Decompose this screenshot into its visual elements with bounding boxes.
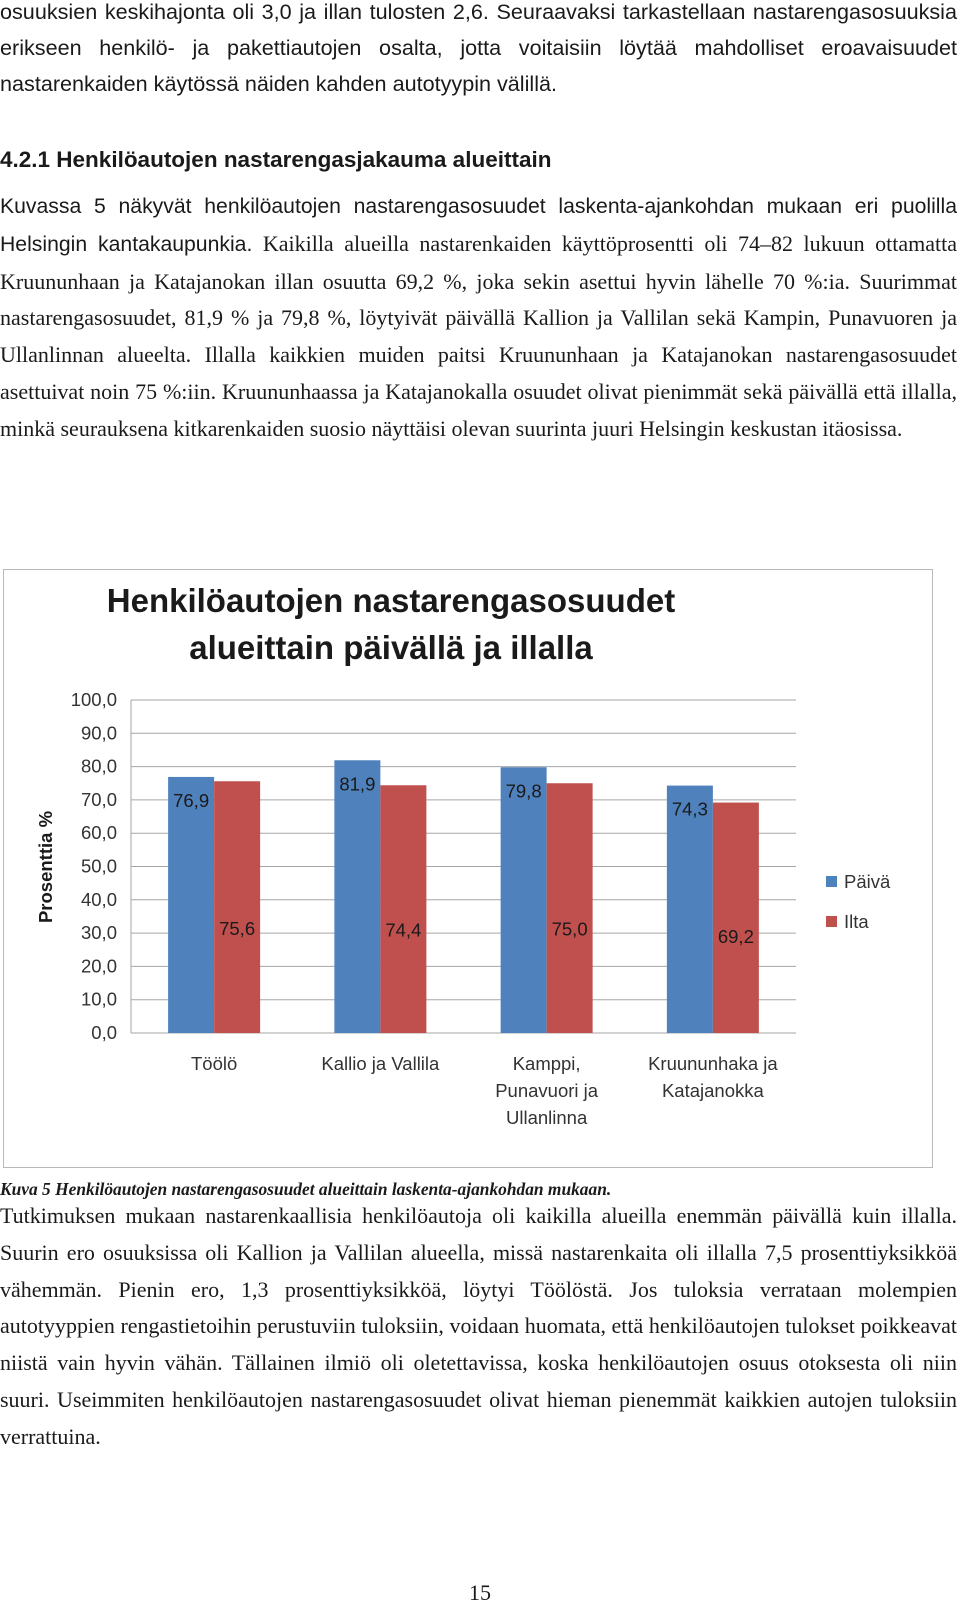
category-label: Ullanlinna [506,1107,588,1128]
y-tick-label: 90,0 [80,722,117,744]
y-tick-label: 100,0 [70,689,117,710]
body-paragraph-1 [0,188,957,448]
intro-paragraph: osuuksien keskihajonta oli 3,0 ja illan tulosten 2,6. Seuraavaksi tarkastellaan nastarengasosuuksia erikseen henkilö- ja pakettiautojen osalta, jotta voitaisiin löytää mahdolliset eroavaisuudet nastarenkaiden käytössä näiden kahden autotyypin välillä. [0,0,957,96]
data-label: 74,4 [385,919,422,941]
legend-swatch [826,916,837,927]
bar-evening [713,803,759,1033]
y-tick-label: 20,0 [80,955,117,977]
data-label: 79,8 [505,780,542,802]
y-tick-label: 40,0 [80,888,117,910]
y-tick-label: 30,0 [80,922,117,944]
category-label: Kruununhaka ja [648,1053,778,1074]
category-label: Punavuori ja [495,1080,599,1101]
legend-swatch [826,876,837,887]
bar-evening [547,783,593,1033]
category-label: Katajanokka [661,1080,764,1101]
section-heading: 4.2.1 Henkilöautojen nastarengasjakauma alueittain [0,147,552,172]
page-number: 15 [469,1580,491,1605]
bar-chart [4,570,934,1169]
data-label: 69,2 [717,926,754,948]
category-label: Kamppi, [512,1053,581,1074]
body-paragraph-1-part-2: Kaikilla alueilla nastarenkaiden käyttöprosentti oli 74–82 lukuun ottamatta Kruununhaan ja Katajanokan illan osuutta 69,2 %, joka sekin asettui hyvin lähelle 70 %:ia. Suurimmat nastarengasosuudet, 81,9 % ja 79,8 %, löytyivät päivällä Kallion ja Vallilan sekä Kampin, Punavuoren ja Ullanlinnan alueelta. Illalla kaikkien muiden paitsi Kruununhaan ja Katajanokan nastarengasosuudet asettuivat noin 75 %:iin. Kruununhaassa ja Katajanokalla osuudet olivat pienimmät sekä päivällä että illalla, minkä seurauksena kitkarenkaiden suosio näyttäisi olevan suurinta juuri Helsingin keskustan itäosissa. [0,230,957,441]
y-axis-title: Prosenttia % [35,810,56,924]
data-label: 81,9 [339,773,376,795]
data-label: 75,0 [551,918,588,940]
y-tick-label: 10,0 [80,988,117,1010]
chart-title-line: alueittain päivällä ja illalla [189,629,593,666]
y-tick-label: 60,0 [80,822,117,844]
bar-day [501,767,547,1033]
legend-label: Ilta [844,911,869,932]
body-paragraph-2: Tutkimuksen mukaan nastarenkaallisia henkilöautoja oli kaikilla alueilla enemmän päivällä kuin illalla. Suurin ero osuuksissa oli Kallion ja Vallilan alueella, missä nastarenkaita oli illalla 7,5 prosenttiyksikköä vähemmän. Pienin ero, 1,3 prosenttiyksikköä, löytyi Töölöstä. Jos tuloksia verrataan molempien autotyyppien rengastietoihin perustuviin tuloksiin, voidaan huomata, että henkilöautojen tulokset poikkeavat niistä vain hyvin vähän. Tällainen ilmiö oli oletettavissa, koska henkilöautojen osuus otoksesta oli niin suuri. Useimmiten henkilöautojen nastarengasosuudet olivat hieman pienemmät kaikkien autojen tuloksiin verrattuina. [0,1203,957,1449]
y-tick-label: 80,0 [80,755,117,777]
data-label: 76,9 [173,789,210,811]
chart-frame [3,569,933,1168]
category-label: Töölö [190,1053,238,1074]
data-label: 75,6 [219,917,256,939]
bar-day [334,760,380,1033]
category-label: Kallio ja Vallila [321,1053,440,1074]
y-tick-label: 70,0 [80,788,117,810]
chart-title-line: Henkilöautojen nastarengasosuudet [106,582,676,619]
bar-evening [380,785,426,1033]
bar-evening [214,781,260,1033]
y-tick-label: 50,0 [80,855,117,877]
y-tick-label: 0,0 [91,1022,117,1043]
data-label: 74,3 [671,798,708,820]
bar-day [168,777,214,1033]
legend-label: Päivä [844,871,891,892]
bar-day [667,786,713,1033]
body-paragraph-1-part-1: Kuvassa 5 näkyvät henkilöautojen nastarengasosuudet laskenta-ajankohdan mukaan eri puolilla Helsingin kantakaupunkia. [0,195,957,256]
figure-caption: Kuva 5 Henkilöautojen nastarengasosuudet alueittain laskenta-ajankohdan mukaan. [0,1179,612,1199]
